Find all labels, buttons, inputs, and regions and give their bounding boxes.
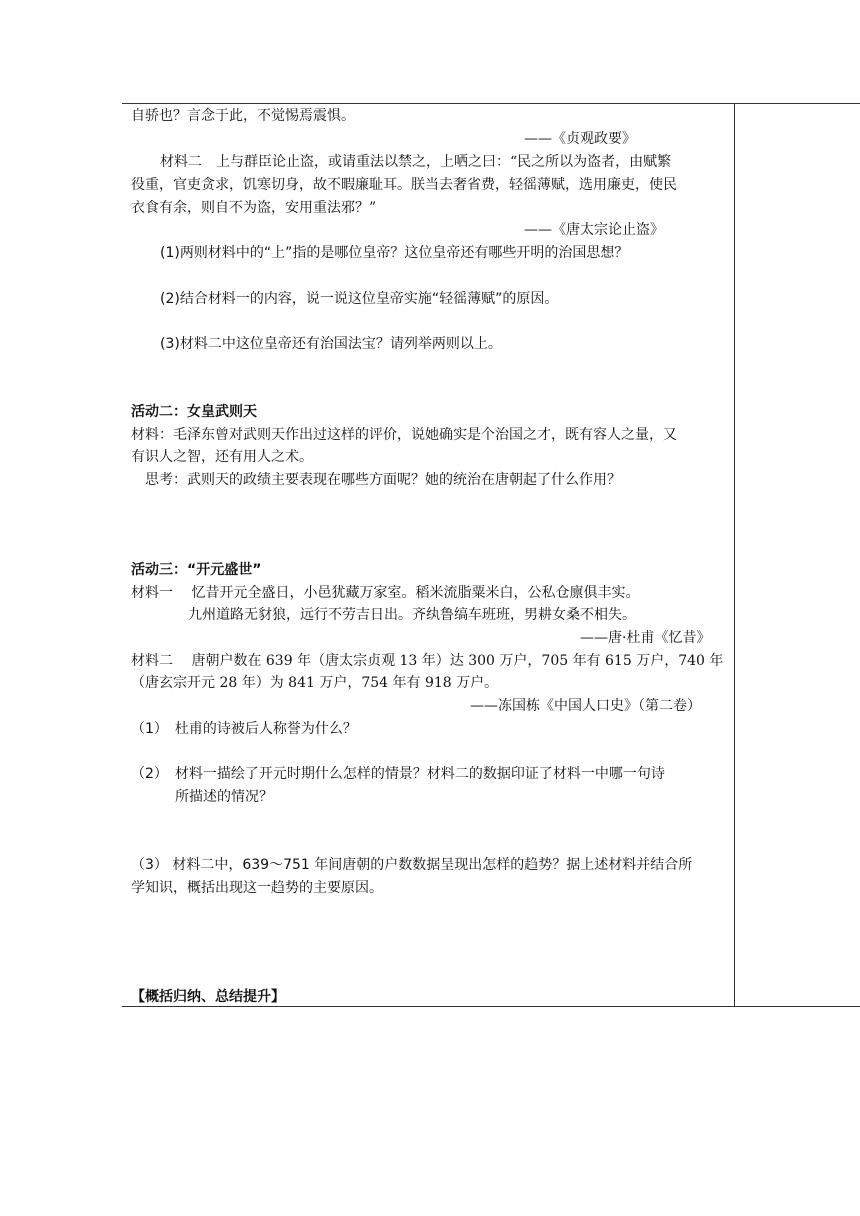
question-1: (1)两则材料中的“上”指的是哪位皇帝？这位皇帝还有哪些开明的治国思想？ (160, 245, 629, 261)
activity2-material-line1: 材料：毛泽东曾对武则天作出过这样的评价，说她确实是个治国之才，既有容人之量，又 (131, 427, 677, 443)
table-column-divider (734, 103, 735, 1006)
material1-ending: 自骄也？言念于此，不觉惕焉震惧。 (131, 108, 355, 124)
activity3-material1-line1: 材料一 忆昔开元全盛日，小邑犹藏万家室。稻米流脂粟米白，公私仓廪俱丰实。 (131, 585, 640, 601)
question-2: (2)结合材料一的内容，说一说这位皇帝实施“轻徭薄赋”的原因。 (160, 291, 559, 307)
summary-title: 【概括归纳、总结提升】 (131, 989, 285, 1005)
activity3-question-2-line2: 所描述的情况？ (175, 789, 273, 805)
activity3-question-3-line1: （3） 材料二中，639～751 年间唐朝的户数数据呈现出怎样的趋势？据上述材料并结合所 (131, 857, 693, 873)
activity2-title: 活动二：女皇武则天 (131, 404, 257, 420)
activity3-question-2-line1: （2） 材料一描绘了开元时期什么怎样的情景？材料二的数据印证了材料一中哪一句诗 (131, 766, 665, 782)
table-top-border (122, 103, 860, 104)
activity3-material1-line2: 九州道路无豺狼，远行不劳吉日出。齐纨鲁缟车班班，男耕女桑不相失。 (188, 607, 636, 623)
material2-line2: 役重，官吏贪求，饥寒切身，故不暇廉耻耳。朕当去奢省费，轻徭薄赋，选用廉吏，使民 (131, 177, 677, 193)
activity3-title: 活动三：“开元盛世” (131, 562, 262, 578)
question-3: (3)材料二中这位皇帝还有治国法宝？请列举两则以上。 (160, 336, 502, 352)
activity2-material-line2: 有识人之智，还有用人之术。 (131, 449, 313, 465)
material2-line1: 材料二 上与群臣论止盗，或请重法以禁之，上哂之曰：“民之所以为盗者，由赋繁 (160, 154, 672, 170)
source-taizong: ——《唐太宗论止盗》 (524, 222, 664, 238)
table-bottom-border (122, 1006, 860, 1007)
activity3-material2-line1: 材料二 唐朝户数在 639 年（唐太宗贞观 13 年）达 300 万户，705 年有 615 万户，740 年 (131, 653, 724, 669)
source-zhenguan: ——《贞观政要》 (524, 131, 636, 147)
activity3-material2-source: ——冻国栋《中国人口史》（第二卷） (470, 698, 701, 714)
activity3-question-3-line2: 学知识，概括出现这一趋势的主要原因。 (131, 880, 383, 896)
activity3-question-1: （1） 杜甫的诗被后人称誉为什么？ (131, 721, 357, 737)
material2-line3: 衣食有余，则自不为盗，安用重法邪？” (131, 200, 377, 216)
activity3-material1-source: ——唐·杜甫《忆昔》 (580, 630, 711, 646)
activity2-think: 思考：武则天的政绩主要表现在哪些方面呢？她的统治在唐朝起了什么作用？ (145, 472, 621, 488)
activity3-material2-line2: （唐玄宗开元 28 年）为 841 万户，754 年有 918 万户。 (131, 675, 499, 691)
